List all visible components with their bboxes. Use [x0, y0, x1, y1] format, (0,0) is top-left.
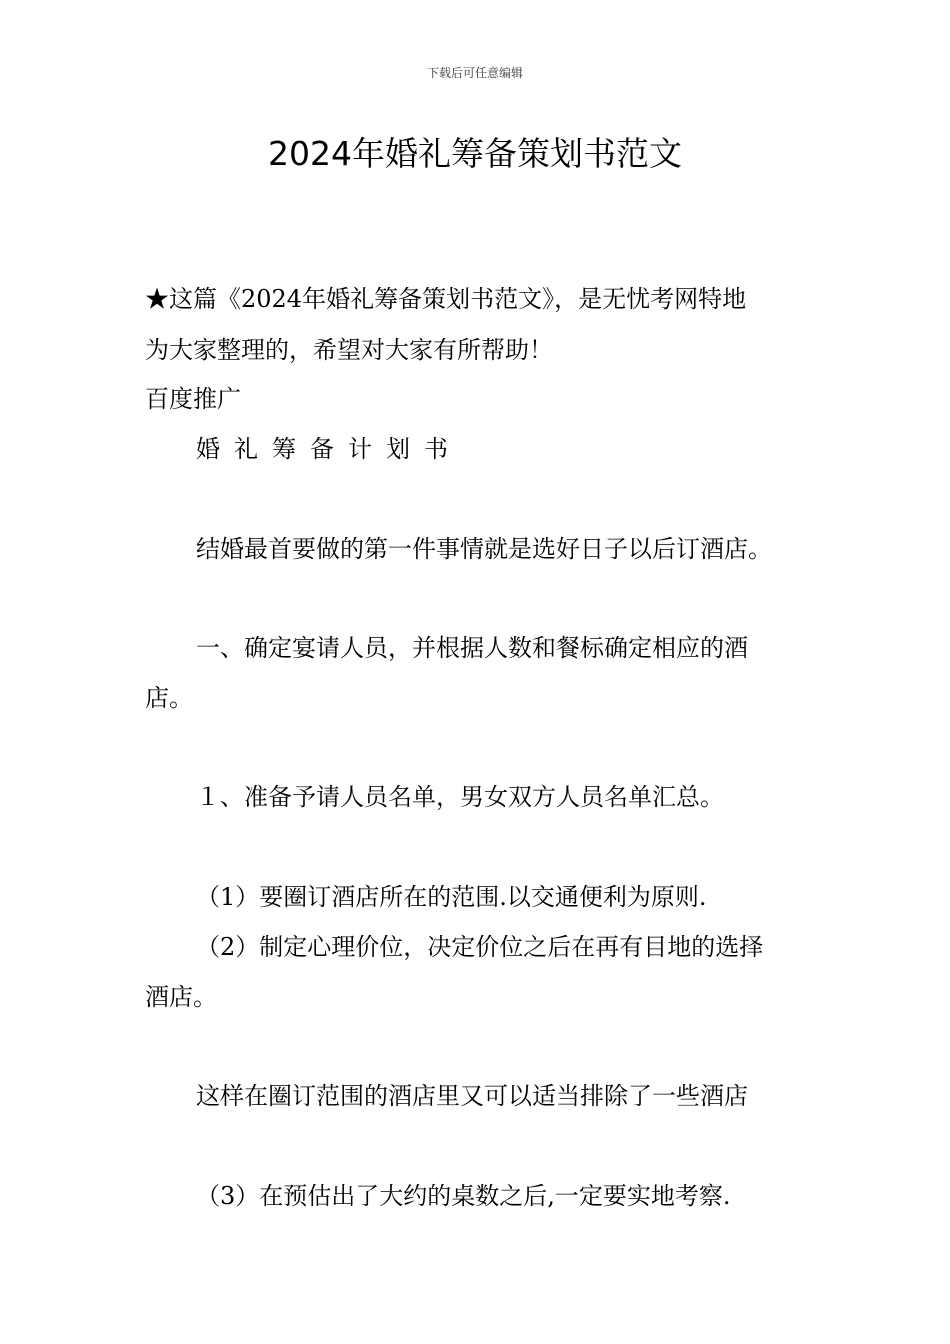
- paragraph-2-line-1: 一、确定宴请人员，并根据人数和餐标确定相应的酒: [196, 634, 748, 662]
- section-heading: 婚礼筹备计划书: [196, 435, 462, 463]
- paragraph-6: 这样在圈订范围的酒店里又可以适当排除了一些酒店: [196, 1082, 748, 1110]
- paragraph-5-line-1: （2）制定心理价位，决定价位之后在再有目地的选择: [196, 933, 764, 961]
- paragraph-4: （1）要圈订酒店所在的范围.以交通便利为原则.: [196, 883, 707, 911]
- intro-line-2: 为大家整理的，希望对大家有所帮助！: [145, 336, 553, 364]
- paragraph-1: 结婚最首要做的第一件事情就是选好日子以后订酒店。: [196, 535, 772, 563]
- paragraph-7: （3）在预估出了大约的桌数之后,一定要实地考察.: [196, 1182, 731, 1210]
- paragraph-2-line-2: 店。: [145, 684, 193, 712]
- paragraph-3: １、准备予请人员名单，男女双方人员名单汇总。: [196, 783, 724, 811]
- intro-line-1: ★这篇《2024年婚礼筹备策划书范文》，是无忧考网特地: [145, 285, 747, 313]
- document-title: 2024年婚礼筹备策划书范文: [268, 134, 682, 173]
- header-note: 下载后可任意编辑: [426, 66, 523, 80]
- paragraph-5-line-2: 酒店。: [145, 983, 217, 1011]
- promo-label: 百度推广: [145, 385, 241, 413]
